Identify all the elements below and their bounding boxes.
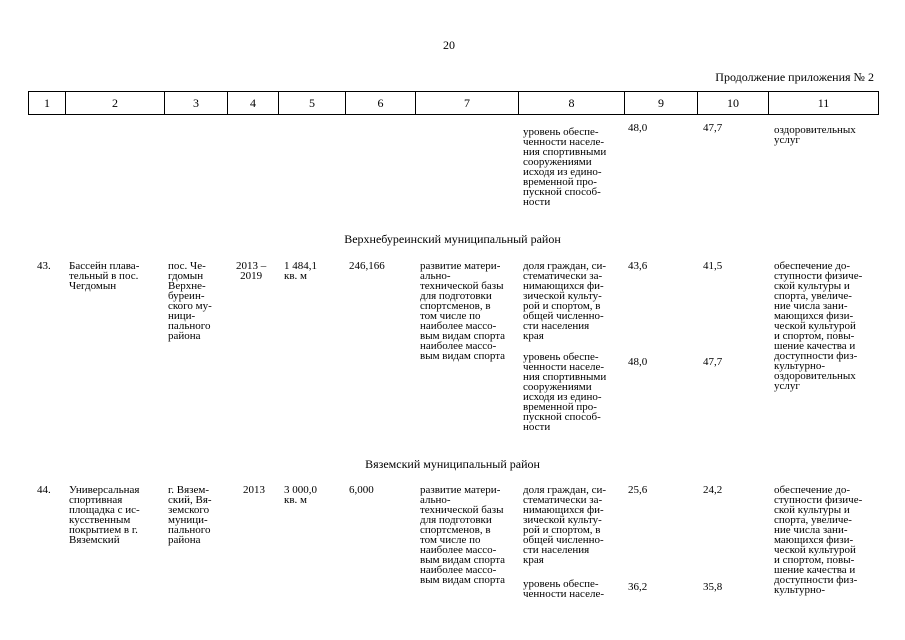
indicator-value-col10: 47,7 [703,356,723,368]
column-header: 1 [29,92,66,115]
indicator-text: доля граждан, си- стематически за- нимающихся фи- зической культу- рой и спортом, в общей численно- сти населения края [523,484,607,566]
indicator-value-col10: 35,8 [703,581,723,593]
indicator-value-col9: 25,6 [628,484,648,496]
continuation-title: Продолжение приложения № 2 [715,70,874,84]
region-heading: Верхнебуреинский муниципальный район [344,232,561,246]
row-number: 43. [37,260,51,272]
object-location: г. Вязем- ский, Вя- земского муници- пального района [168,484,212,546]
indicator-value-col9: 43,6 [628,260,648,272]
cost: 246,166 [349,260,385,272]
indicator-value-col10: 24,2 [703,484,723,496]
cost: 6,000 [349,484,374,496]
region-heading: Вяземский муниципальный район [365,457,540,471]
column-header: 6 [346,92,416,115]
goal: развитие матери- ально- технической базы для подготовки спортсменов, в том числе по наиболее массо- вым видам спорта наиболее массо- вым видам спорта [420,260,506,362]
indicator-text: уровень обеспе- ченности населе- [523,578,604,600]
object-location: пос. Че- гдомын Верхне- буреин- ского му- ници- пального района [168,260,212,342]
goal: развитие матери- ально- технической базы для подготовки спортсменов, в том числе по наиболее массо- вым видам спорта наиболее массо- вым видам спорта [420,484,506,586]
result-text: оздоровительных услуг [774,124,856,146]
capacity: 1 484,1 кв. м [284,260,317,282]
column-header: 4 [228,92,279,115]
column-header: 3 [165,92,228,115]
years: 2013 – 2019 [236,260,267,282]
column-header: 5 [279,92,346,115]
indicator-value-col10: 47,7 [703,122,723,134]
capacity: 3 000,0 кв. м [284,484,317,506]
indicator-text: уровень обеспе- ченности населе- ния спортивными сооружениями исходя из едино- временной про- пускной способ- ности [523,351,607,433]
row-number: 44. [37,484,51,496]
column-header: 2 [66,92,165,115]
column-header: 8 [519,92,625,115]
indicator-value-col9: 48,0 [628,356,648,368]
indicator-text: доля граждан, си- стематически за- нимающихся фи- зической культу- рой и спортом, в общей численно- сти населения края [523,260,607,342]
column-header: 11 [769,92,879,115]
result-text: обеспечение до- ступности физиче- ской культуры и спорта, увеличе- ние числа зани- мающихся физи- ческой культурой и спортом, повы- шение качества и доступности физ- культурно- оздоровительных услуг [774,260,863,392]
indicator-value-col9: 48,0 [628,122,648,134]
column-header: 7 [416,92,519,115]
indicator-text: уровень обеспе- ченности населе- ния спортивными сооружениями исходя из едино- временной про- пускной способ- ности [523,126,607,208]
column-header: 10 [698,92,769,115]
indicator-value-col9: 36,2 [628,581,648,593]
page-number: 20 [443,38,455,52]
result-text: обеспечение до- ступности физиче- ской культуры и спорта, увеличе- ние числа зани- мающихся физи- ческой культурой и спортом, повы- шение качества и доступности физ- культурно- [774,484,863,596]
years: 2013 [243,484,265,496]
indicator-value-col10: 41,5 [703,260,723,272]
column-header: 9 [625,92,698,115]
object-name: Бассейн плава- тельный в пос. Чегдомын [69,260,140,292]
object-name: Универсальная спортивная площадка с ис- кусственным покрытием в г. Вяземский [69,484,140,546]
column-header-table [28,91,879,115]
